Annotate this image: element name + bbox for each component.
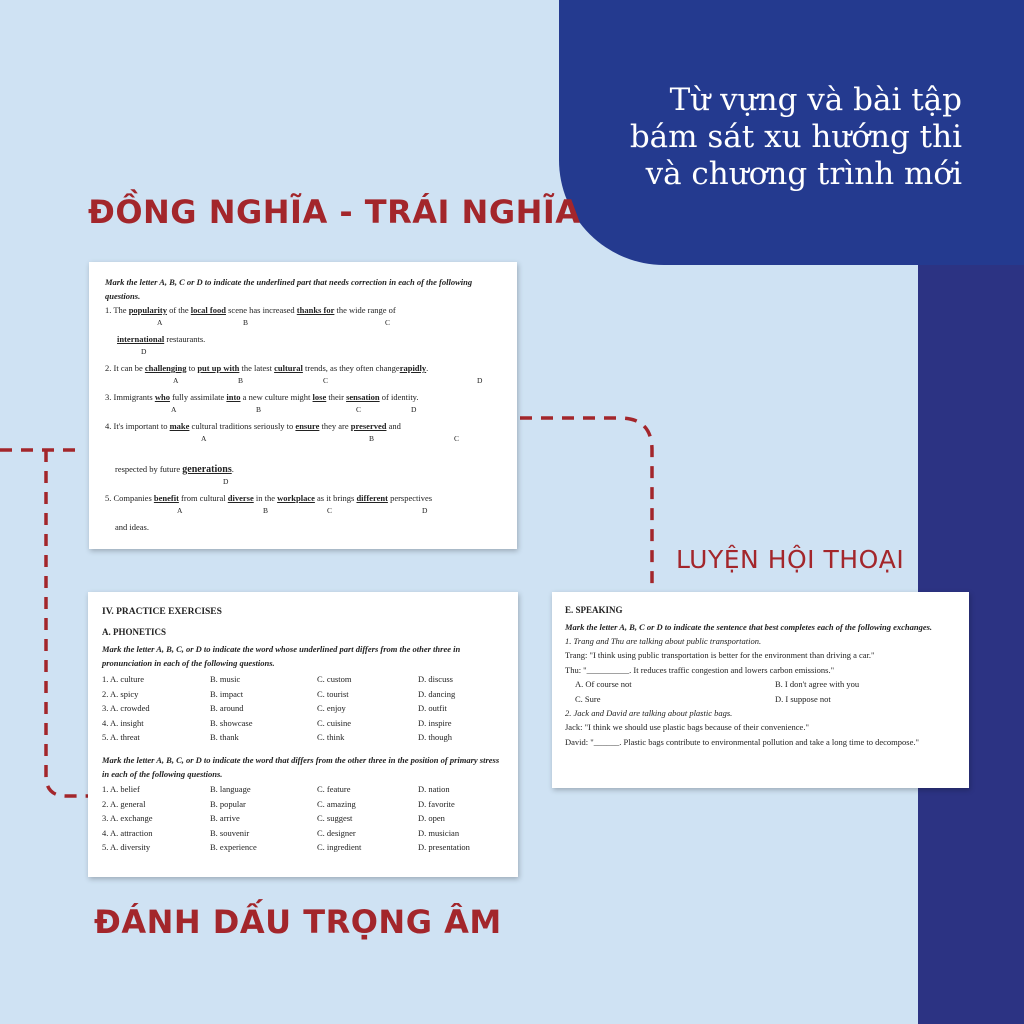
q2-option-c: cultural	[274, 363, 303, 373]
q4-option-d: generations	[182, 464, 232, 475]
dashed-connector-left	[0, 440, 100, 810]
speaking-instruction: Mark the letter A, B, C or D to indicate the sentence that best completes each of the following exchanges.	[565, 622, 933, 632]
q4-text: 4. It's important to	[105, 421, 168, 431]
question-5-cont	[105, 520, 501, 535]
speaking-card	[552, 592, 969, 788]
pronunciation-option: D. discuss	[418, 674, 453, 684]
heading-synonyms-antonyms: ĐỒNG NGHĨA - TRÁI NGHĨA	[88, 193, 581, 231]
phonetics-title: A. PHONETICS	[102, 627, 167, 637]
pronunciation-list	[102, 672, 504, 745]
q1-option-c: thanks for	[296, 305, 335, 315]
stress-option: B. language	[210, 783, 251, 794]
q1-option: D. I suppose not	[775, 693, 831, 704]
q4-letters	[105, 434, 501, 448]
q1-thu-line: Thu: "__________. It reduces traffic congestion and lowers carbon emissions."	[565, 664, 835, 675]
q5-text: perspectives	[390, 493, 433, 503]
stress-row	[102, 840, 504, 855]
question-3	[105, 390, 501, 405]
letter-a: A	[157, 318, 163, 327]
pronunciation-option: B. around	[210, 703, 244, 714]
pronunciation-option: C. think	[317, 732, 345, 743]
tagline-line-3: và chương trình mới	[645, 156, 962, 192]
pronunciation-option: C. enjoy	[317, 703, 346, 714]
stress-option: C. suggest	[317, 813, 353, 824]
q5-text: and ideas.	[115, 522, 149, 532]
tagline-panel	[559, 0, 1024, 265]
q3-letters	[105, 405, 501, 419]
pronunciation-option: D. dancing	[418, 688, 456, 699]
q1-text: restaurants.	[166, 334, 206, 344]
pronunciation-option: B. impact	[210, 688, 244, 699]
letter-c: C	[454, 434, 460, 443]
stress-option: D. open	[418, 813, 445, 824]
q5-text: in the	[255, 493, 275, 503]
q1-text: of the	[169, 305, 189, 315]
error-correction-card	[89, 262, 517, 549]
letter-c: C	[385, 318, 391, 327]
q1-option: C. Sure	[575, 693, 601, 704]
dashed-connector-right	[515, 405, 665, 600]
tagline-line-1: Từ vựng và bài tập	[669, 82, 962, 118]
q4-option-b: ensure	[295, 421, 320, 431]
question-4-cont	[105, 462, 501, 477]
q2-text: trends, as they often change	[305, 363, 400, 373]
pronunciation-row	[102, 687, 504, 702]
q2-letters	[105, 376, 501, 390]
pronunciation-option: D. inspire	[418, 717, 452, 728]
stress-option: 3. A. exchange	[102, 813, 153, 824]
pronunciation-instruction: Mark the letter A, B, C, or D to indicate the word whose underlined part differs from the other three in pronunciation in each of the following questions.	[102, 644, 461, 668]
stress-option: C. designer	[317, 827, 356, 838]
letter-c: C	[327, 506, 333, 515]
letter-a: A	[201, 434, 207, 443]
q4-option-c: preserved	[350, 421, 387, 431]
q5-option-d: different	[356, 493, 388, 503]
question-1-cont	[105, 332, 501, 347]
stress-option: 4. A. attraction	[102, 827, 153, 838]
q4-letters-d	[105, 477, 501, 491]
q3-option-c: lose	[312, 392, 327, 402]
stress-option: D. presentation	[418, 842, 470, 853]
heading-conversation-practice: LUYỆN HỘI THOẠI	[676, 545, 905, 574]
q1-options	[565, 677, 956, 706]
stress-option: B. arrive	[210, 813, 240, 824]
q4-text: and	[388, 421, 401, 431]
stress-row	[102, 826, 504, 841]
pronunciation-option: D. outfit	[418, 703, 447, 714]
exercises-title: IV. PRACTICE EXERCISES	[102, 607, 222, 617]
question-1	[105, 303, 501, 318]
pronunciation-option: 5. A. threat	[102, 732, 140, 743]
pronunciation-row	[102, 730, 504, 745]
question-4	[105, 419, 501, 434]
letter-d: D	[477, 376, 483, 385]
q1-option: A. Of course not	[575, 679, 632, 690]
q1-text: 1. The	[105, 305, 127, 315]
q2-option-b: put up with	[197, 363, 240, 373]
q3-text: their	[328, 392, 344, 402]
q2-text: to	[188, 363, 196, 373]
pronunciation-option: B. music	[210, 674, 241, 684]
q3-text: of identity.	[381, 392, 419, 402]
letter-d: D	[141, 347, 147, 356]
correction-instruction: Mark the letter A, B, C or D to indicate the underlined part that needs correction in each of the following questions.	[105, 277, 473, 301]
stress-instruction: Mark the letter A, B, C, or D to indicate the word that differs from the other three in the position of primary stress in each of the following questions.	[102, 754, 500, 779]
q4-text: they are	[321, 421, 349, 431]
q2-context: 2. Jack and David are talking about plastic bags.	[565, 708, 733, 719]
pronunciation-row	[102, 672, 504, 687]
stress-row	[102, 782, 504, 797]
q4-text: cultural traditions seriously to	[191, 421, 294, 431]
stress-row	[102, 811, 504, 826]
q4-text: respected by future	[115, 464, 181, 474]
q2-option-d: rapidly	[399, 363, 427, 373]
stress-option: D. favorite	[418, 798, 455, 809]
stress-option: C. feature	[317, 783, 351, 794]
letter-d: D	[411, 405, 417, 414]
tagline-line-2: bám sát xu hướng thi	[629, 119, 962, 155]
pronunciation-option: 1. A. culture	[102, 674, 145, 684]
stress-option: C. ingredient	[317, 842, 362, 853]
q1-option-d: international	[117, 334, 165, 344]
q2-text: .	[426, 363, 429, 373]
pronunciation-option: 4. A. insight	[102, 717, 144, 728]
letter-a: A	[171, 405, 177, 414]
pronunciation-row	[102, 716, 504, 731]
letter-a: A	[173, 376, 179, 385]
q1-option: B. I don't agree with you	[775, 679, 860, 690]
speaking-title: E. SPEAKING	[565, 605, 623, 615]
q5-option-b: diverse	[227, 493, 254, 503]
q1-option-b: local food	[190, 305, 226, 315]
pronunciation-option: B. thank	[210, 732, 239, 743]
q1-text: the wide range of	[336, 305, 396, 315]
stress-row	[102, 797, 504, 812]
q1-text: scene has increased	[228, 305, 295, 315]
q5-letters	[105, 506, 501, 520]
q3-text: a new culture might	[242, 392, 311, 402]
pronunciation-option: 3. A. crowded	[102, 703, 150, 714]
q2-text: 2. It can be	[105, 363, 143, 373]
pronunciation-option: C. custom	[317, 674, 352, 684]
q2-text: the latest	[241, 363, 272, 373]
stress-option: D. nation	[418, 783, 450, 794]
pronunciation-option: C. cuisine	[317, 717, 351, 728]
letter-b: B	[369, 434, 375, 443]
practice-exercises-card	[88, 592, 518, 877]
pronunciation-option: 2. A. spicy	[102, 688, 139, 699]
stress-option: B. popular	[210, 798, 246, 809]
letter-b: B	[243, 318, 249, 327]
question-2	[105, 361, 501, 376]
stress-option: 1. A. belief	[102, 783, 140, 794]
stress-option: C. amazing	[317, 798, 356, 809]
heading-stress-marking: ĐÁNH DẤU TRỌNG ÂM	[94, 903, 502, 941]
letter-d: D	[223, 477, 229, 486]
pronunciation-option: D. though	[418, 732, 452, 743]
letter-b: B	[256, 405, 262, 414]
q5-option-c: workplace	[277, 493, 315, 503]
q1-letters	[105, 318, 501, 332]
q5-option-a: benefit	[153, 493, 179, 503]
stress-option: D. musician	[418, 827, 460, 838]
q2-jack-line: Jack: "I think we should use plastic bags because of their convenience."	[565, 722, 809, 733]
pronunciation-option: C. tourist	[317, 688, 349, 699]
stress-list	[102, 782, 504, 855]
letter-d: D	[422, 506, 428, 515]
tagline	[562, 82, 962, 193]
q1-trang-line: Trang: "I think using public transportation is better for the environment than driving a car."	[565, 650, 875, 660]
q5-text: from cultural	[181, 493, 226, 503]
q3-text: 3. Immigrants	[105, 392, 153, 402]
stress-option: 5. A. diversity	[102, 842, 151, 853]
letter-b: B	[238, 376, 244, 385]
q1-option-a: popularity	[128, 305, 167, 315]
stress-option: B. souvenir	[210, 827, 250, 838]
letter-c: C	[356, 405, 362, 414]
q1-context: 1. Trang and Thu are talking about public transportation.	[565, 636, 762, 646]
q5-text: as it brings	[317, 493, 355, 503]
stress-option: B. experience	[210, 842, 257, 853]
q3-option-d: sensation	[346, 392, 380, 402]
question-5	[105, 491, 501, 506]
q1-letters-d	[105, 347, 501, 361]
q3-text: fully assimilate	[172, 392, 225, 402]
q4-text: .	[231, 464, 234, 474]
q2-option-a: challenging	[144, 363, 187, 373]
q2-david-line: David: "______. Plastic bags contribute to environmental pollution and take a long time to decompose."	[565, 736, 919, 747]
pronunciation-option: B. showcase	[210, 717, 253, 728]
letter-b: B	[263, 506, 269, 515]
q4-option-a: make	[169, 421, 190, 431]
stress-option: 2. A. general	[102, 798, 146, 809]
q3-option-b: into	[226, 392, 241, 402]
pronunciation-row	[102, 701, 504, 716]
q3-option-a: who	[154, 392, 170, 402]
letter-c: C	[323, 376, 329, 385]
q5-text: 5. Companies	[105, 493, 152, 503]
letter-a: A	[177, 506, 183, 515]
